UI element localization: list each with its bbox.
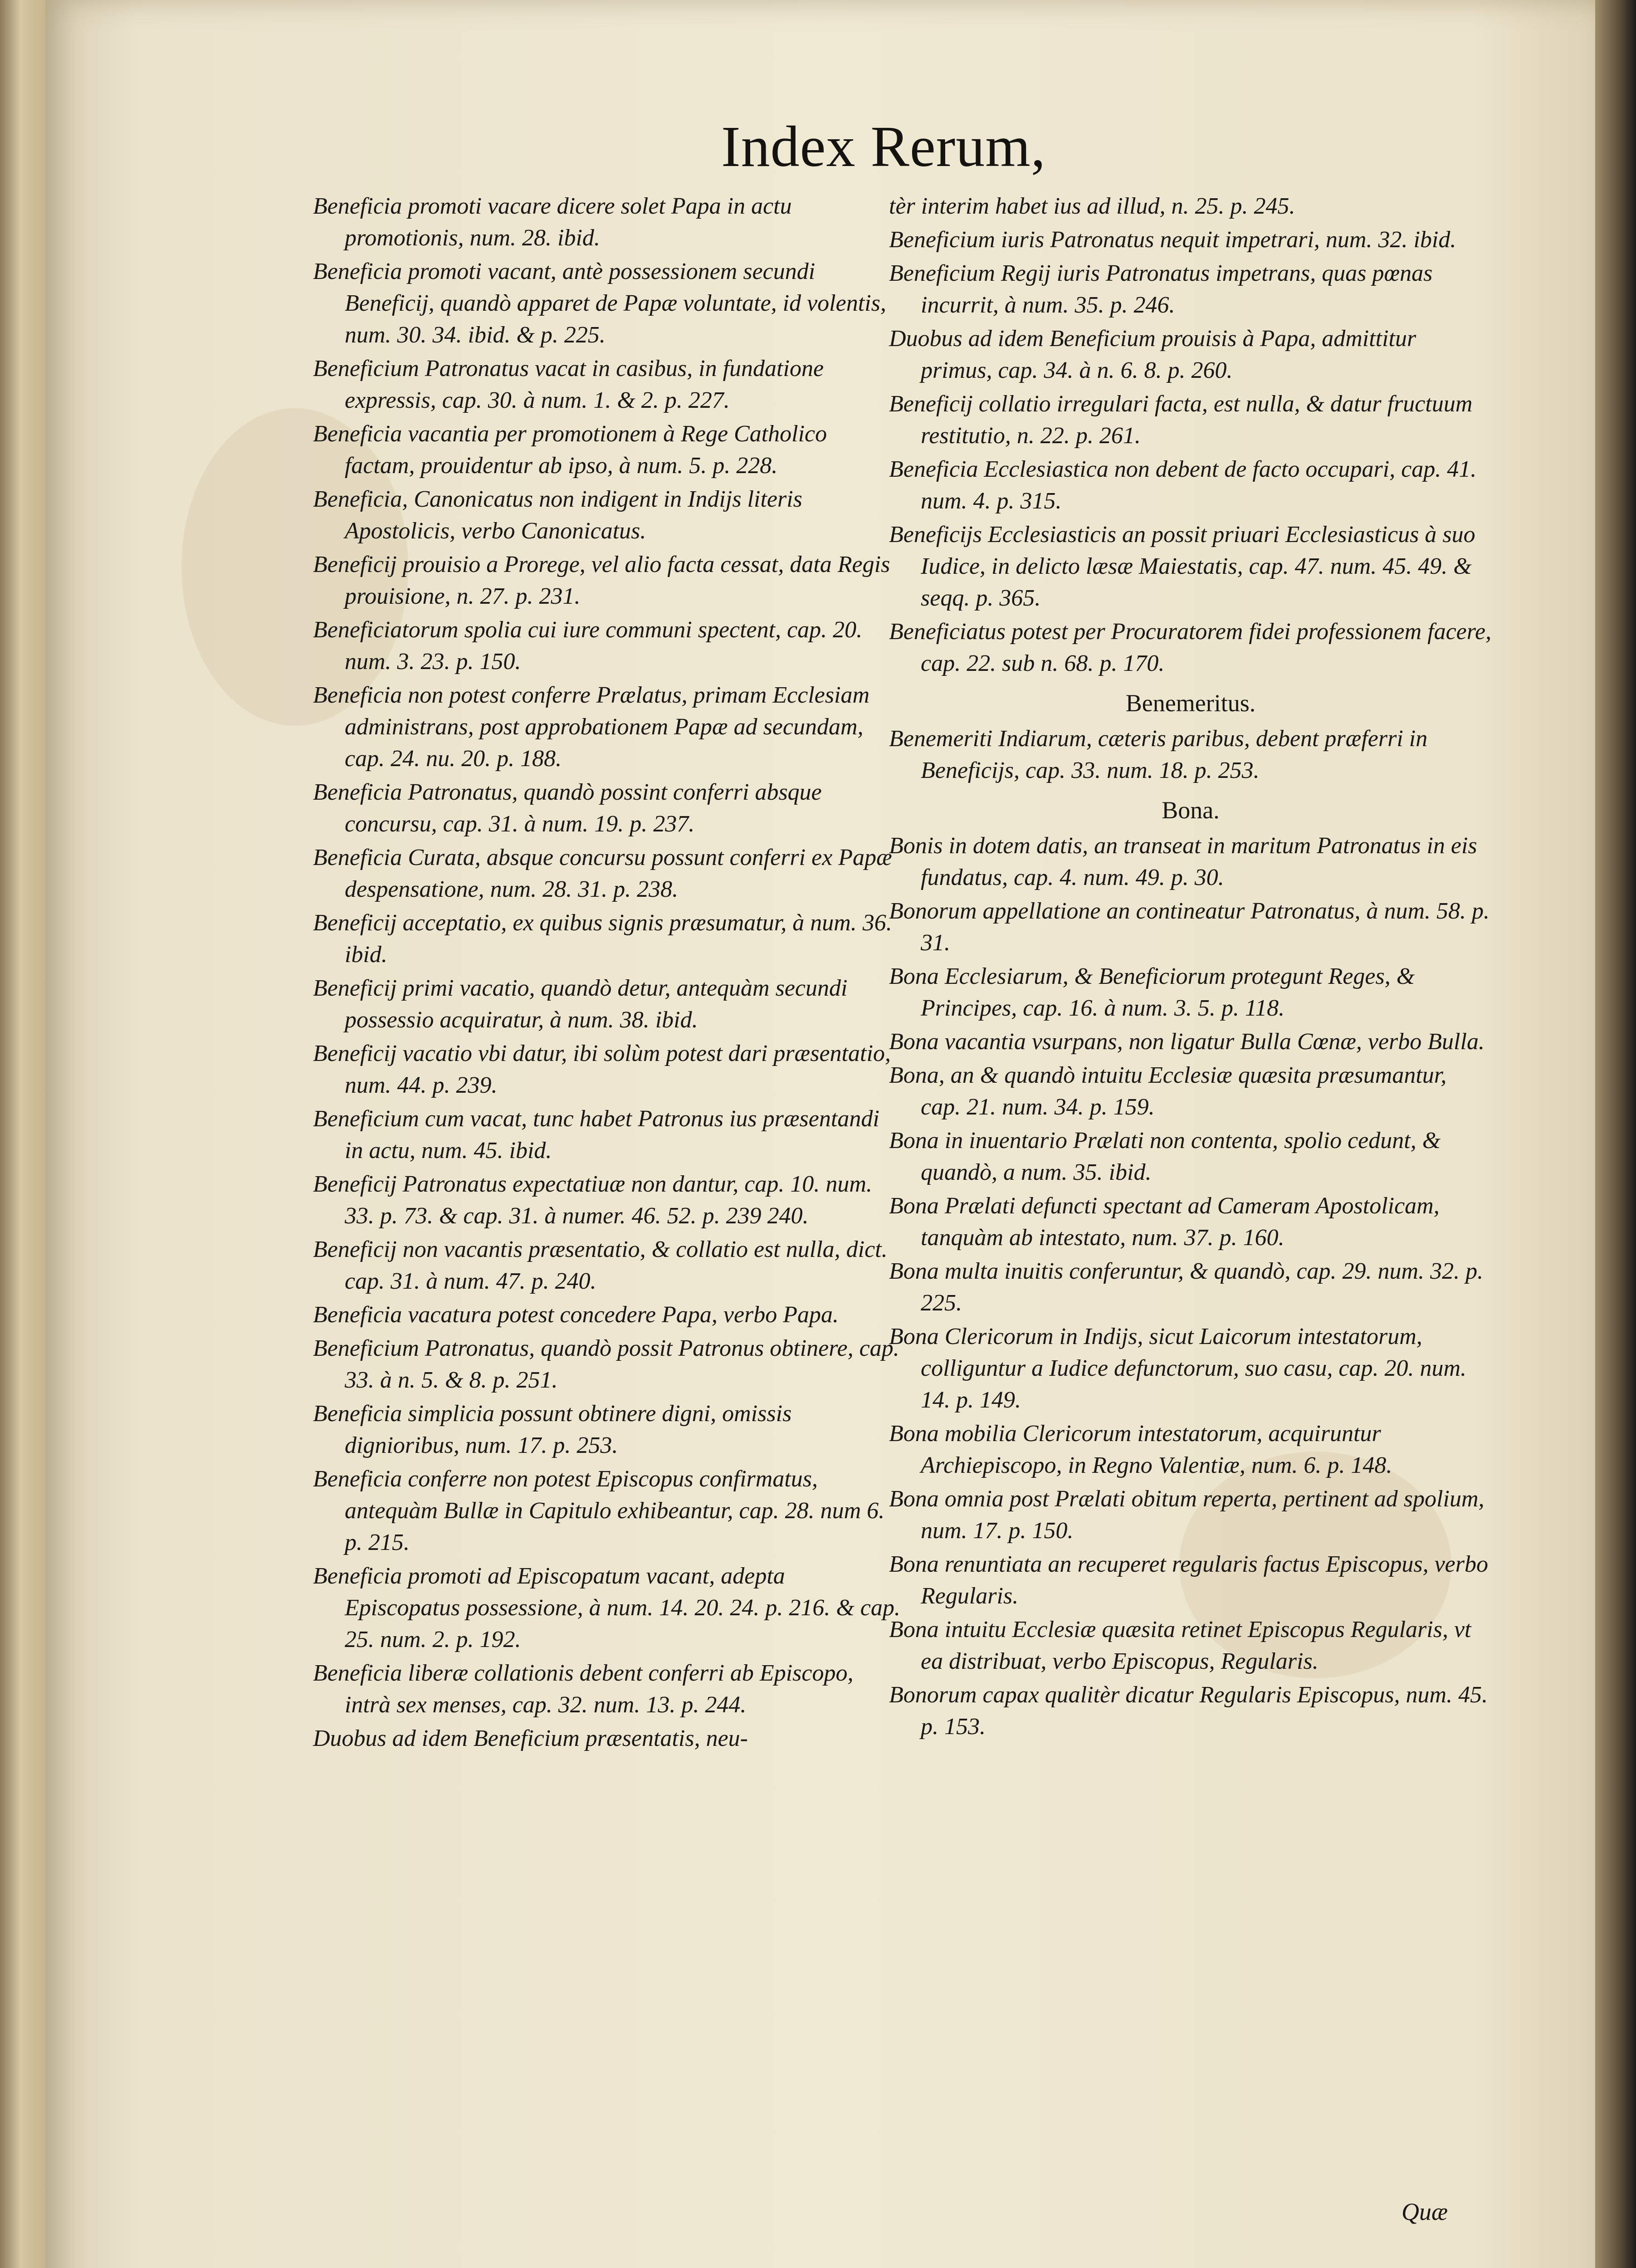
index-entry: Beneficij non vacantis præsentatio, & collatio est nulla, dict. cap. 31. à num. 47. p. 240.	[313, 1237, 888, 1294]
index-entry: Beneficij Patronatus expectatiuæ non dantur, cap. 10. num. 33. p. 73. & cap. 31. à numer. 46. 52. p. 239 240.	[313, 1171, 872, 1229]
index-entry: Bona mobilia Clericorum intestatorum, acquiruntur Archiepiscopo, in Regno Valentiæ, num. 6. p. 148.	[889, 1421, 1392, 1478]
index-entry: Beneficij acceptatio, ex quibus signis præsumatur, à num. 36. ibid.	[313, 910, 892, 968]
index-entry: Beneficium Patronatus vacat in casibus, in fundatione expressis, cap. 30. à num. 1. & 2. p. 227.	[313, 356, 824, 413]
index-entry: Beneficia liberæ collationis debent conferri ab Episcopo, intrà sex menses, cap. 32. num. 13. p. 244.	[313, 1660, 854, 1718]
index-entry: Beneficia conferre non potest Episcopus confirmatus, antequàm Bullæ in Capitulo exhibeantur, cap. 28. num 6. p. 215.	[313, 1466, 885, 1555]
index-entry: Beneficia Patronatus, quandò possint conferri absque concursu, cap. 31. à num. 19. p. 237.	[313, 779, 822, 837]
section-heading-bona: Bona.	[1162, 797, 1220, 824]
index-entry: Duobus ad idem Beneficium præsentatis, neu-	[313, 1725, 748, 1751]
index-entry: Beneficia promoti ad Episcopatum vacant, adepta Episcopatus possessione, à num. 14. 20. 24. p. 216. & cap. 25. num. 2. p. 192.	[313, 1563, 900, 1652]
index-entry: Beneficia Curata, absque concursu possunt conferri ex Papæ despensatione, num. 28. 31. p. 238.	[313, 845, 892, 902]
right-column-entries	[889, 191, 1492, 679]
index-entry: Beneficij primi vacatio, quandò detur, antequàm secundi possessio acquiratur, à num. 38. ibid.	[313, 975, 848, 1033]
index-entry: Bonorum appellatione an contineatur Patronatus, à num. 58. p. 31.	[889, 898, 1489, 956]
book-spine-shadow	[1595, 0, 1636, 2268]
bona-entries	[889, 830, 1492, 1743]
index-entry: Beneficia vacantia per promotionem à Rege Catholico factam, prouidentur ab ipso, à num. 5. p. 228.	[313, 421, 827, 479]
index-entry: Beneficium Regij iuris Patronatus impetrans, quas pœnas incurrit, à num. 35. p. 246.	[889, 260, 1433, 318]
index-entry: Bona multa inuitis conferuntur, & quandò, cap. 29. num. 32. p. 225.	[889, 1258, 1484, 1316]
index-entry: Benemeriti Indiarum, cæteris paribus, debent præferri in Beneficijs, cap. 33. num. 18. p. 253.	[889, 726, 1428, 783]
index-entry: Beneficia promoti vacant, antè possessionem secundi Beneficij, quandò apparet de Papæ voluntate, id volentis, num. 30. 34. ibid. & p. 225.	[313, 259, 886, 348]
index-entry: Bona intuitu Ecclesiæ quæsita retinet Episcopus Regularis, vt ea distribuat, verbo Episcopus, Regularis.	[889, 1617, 1471, 1674]
section-heading-benemeritus: Benemeritus.	[1125, 689, 1256, 717]
index-entry: Bona Prælati defuncti spectant ad Cameram Apostolicam, tanquàm ab intestato, num. 37. p. 160.	[889, 1193, 1440, 1251]
index-entry: Beneficia simplicia possunt obtinere digni, omissis dignioribus, num. 17. p. 253.	[313, 1401, 792, 1458]
index-entry: Bona omnia post Prælati obitum reperta, pertinent ad spolium, num. 17. p. 150.	[889, 1486, 1485, 1544]
index-entry: Beneficiatus potest per Procuratorem fidei professionem facere, cap. 22. sub n. 68. p. 170.	[889, 619, 1492, 676]
index-entry: Beneficia non potest conferre Prælatus, primam Ecclesiam administrans, post approbationem Papæ ad secundam, cap. 24. nu. 20. p. 188.	[313, 682, 870, 772]
index-entry: Beneficia Ecclesiastica non debent de facto occupari, cap. 41. num. 4. p. 315.	[889, 456, 1477, 514]
index-entry: Beneficium iuris Patronatus nequit impetrari, num. 32. ibid.	[889, 227, 1456, 253]
index-entry: Bona Clericorum in Indijs, sicut Laicorum intestatorum, colliguntur a Iudice defunctorum, suo casu, cap. 20. num. 14. p. 149.	[889, 1324, 1467, 1413]
index-entry: Beneficia promoti vacare dicere solet Papa in actu promotionis, num. 28. ibid.	[313, 193, 792, 251]
index-entry: Beneficiatorum spolia cui iure communi spectent, cap. 20. num. 3. 23. p. 150.	[313, 617, 863, 675]
index-entry: Beneficia vacatura potest concedere Papa, verbo Papa.	[313, 1302, 839, 1328]
index-entry: Bona, an & quandò intuitu Ecclesiæ quæsita præsumantur, cap. 21. num. 34. p. 159.	[889, 1062, 1447, 1120]
right-column	[889, 191, 1492, 1745]
benemeritus-entries	[889, 723, 1492, 787]
index-entry: Beneficij prouisio a Prorege, vel alio facta cessat, data Regis prouisione, n. 27. p. 231.	[313, 552, 890, 609]
index-entry: Bona in inuentario Prælati non contenta, spolio cedunt, & quandò, a num. 35. ibid.	[889, 1128, 1441, 1185]
index-entry: Bona Ecclesiarum, & Beneficiorum protegunt Reges, & Principes, cap. 16. à num. 3. 5. p. 118.	[889, 963, 1415, 1021]
index-entry: Beneficium Patronatus, quandò possit Patronus obtinere, cap. 33. à n. 5. & 8. p. 251.	[313, 1335, 899, 1393]
index-entry: tèr interim habet ius ad illud, n. 25. p. 245.	[889, 193, 1295, 219]
page-title: Index Rerum,	[721, 114, 1046, 179]
index-entry: Beneficij vacatio vbi datur, ibi solùm potest dari præsentatio, num. 44. p. 239.	[313, 1041, 891, 1098]
index-entry: Bona renuntiata an recuperet regularis factus Episcopus, verbo Regularis.	[889, 1551, 1488, 1609]
index-entry: Duobus ad idem Beneficium prouisis à Papa, admittitur primus, cap. 34. à n. 6. 8. p. 260.	[889, 326, 1416, 383]
index-entry: Bona vacantia vsurpans, non ligatur Bulla Cœnæ, verbo Bulla.	[889, 1029, 1485, 1055]
index-entry: Beneficij collatio irregulari facta, est nulla, & datur fructuum restitutio, n. 22. p. 261.	[889, 391, 1473, 449]
index-entry: Bonis in dotem datis, an transeat in maritum Patronatus in eis fundatus, cap. 4. num. 49. p. 30.	[889, 833, 1477, 890]
left-column	[313, 191, 903, 1756]
index-entry: Beneficia, Canonicatus non indigent in Indijs literis Apostolicis, verbo Canonicatus.	[313, 486, 802, 544]
index-entry: Bonorum capax qualitèr dicatur Regularis Episcopus, num. 45. p. 153.	[889, 1682, 1488, 1740]
index-entry: Beneficium cum vacat, tunc habet Patronus ius præsentandi in actu, num. 45. ibid.	[313, 1106, 879, 1163]
index-entry: Beneficijs Ecclesiasticis an possit priuari Ecclesiasticus à suo Iudice, in delicto læsæ Maiestatis, cap. 47. num. 45. 49. & seqq. p. 365.	[889, 522, 1475, 611]
catchword: Quæ	[1402, 2198, 1448, 2225]
